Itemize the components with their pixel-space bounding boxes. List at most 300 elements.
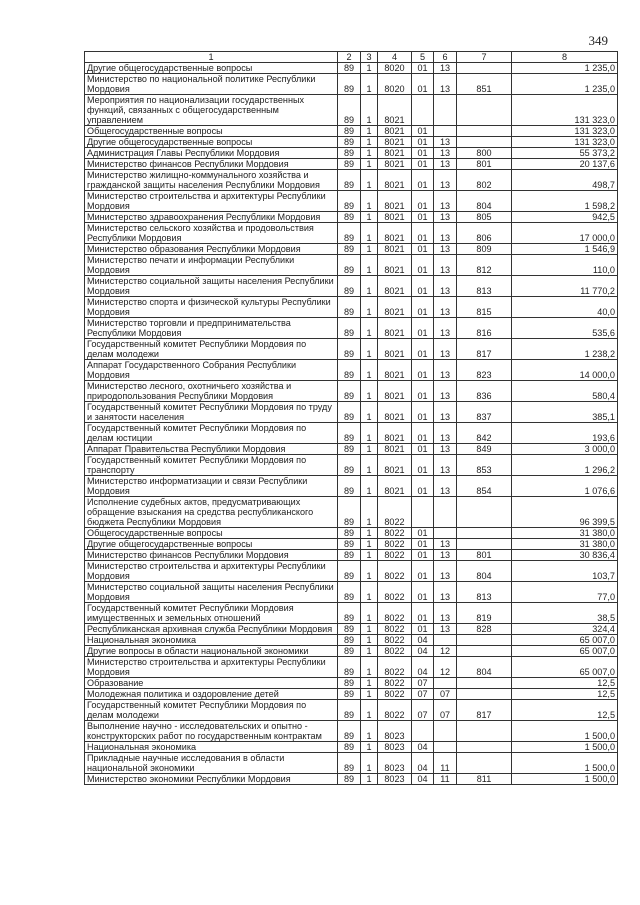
row-name: Общегосударственные вопросы	[85, 126, 338, 137]
row-code-3: 1	[361, 95, 378, 126]
row-code-2: 89	[338, 497, 361, 528]
table-row	[85, 95, 618, 126]
row-code-3: 1	[361, 63, 378, 74]
row-ministry-code	[457, 742, 512, 753]
row-code-4: 8021	[378, 148, 412, 159]
row-section: 01	[412, 137, 434, 148]
row-ministry-code	[457, 63, 512, 74]
row-ministry-code: 801	[457, 550, 512, 561]
table-row	[85, 402, 618, 423]
row-amount: 110,0	[512, 255, 618, 276]
row-ministry-code: 815	[457, 297, 512, 318]
row-name: Исполнение судебных актов, предусматривающих обращение взыскания на средства республиканского бюджета Республики Мордовия	[85, 497, 338, 528]
table-row	[85, 624, 618, 635]
row-code-2: 89	[338, 318, 361, 339]
row-code-2: 89	[338, 455, 361, 476]
row-name: Другие вопросы в области национальной экономики	[85, 646, 338, 657]
row-code-3: 1	[361, 223, 378, 244]
row-code-3: 1	[361, 700, 378, 721]
row-ministry-code	[457, 528, 512, 539]
row-subsection: 13	[434, 582, 457, 603]
row-code-4: 8021	[378, 95, 412, 126]
row-amount: 1 546,9	[512, 244, 618, 255]
row-code-3: 1	[361, 582, 378, 603]
row-code-3: 1	[361, 74, 378, 95]
row-section: 07	[412, 700, 434, 721]
row-subsection: 13	[434, 170, 457, 191]
row-code-4: 8022	[378, 646, 412, 657]
row-code-2: 89	[338, 582, 361, 603]
row-ministry-code: 804	[457, 561, 512, 582]
row-section: 01	[412, 444, 434, 455]
row-code-2: 89	[338, 63, 361, 74]
table-row	[85, 689, 618, 700]
row-subsection: 07	[434, 689, 457, 700]
row-amount: 65 007,0	[512, 635, 618, 646]
row-amount: 103,7	[512, 561, 618, 582]
row-code-2: 89	[338, 402, 361, 423]
row-code-2: 89	[338, 423, 361, 444]
table-row	[85, 126, 618, 137]
row-code-4: 8023	[378, 721, 412, 742]
row-code-2: 89	[338, 339, 361, 360]
table-row	[85, 657, 618, 678]
row-ministry-code	[457, 646, 512, 657]
row-code-3: 1	[361, 753, 378, 774]
row-section: 01	[412, 297, 434, 318]
row-code-2: 89	[338, 191, 361, 212]
row-section: 01	[412, 402, 434, 423]
row-ministry-code: 823	[457, 360, 512, 381]
row-subsection: 13	[434, 550, 457, 561]
row-section: 01	[412, 159, 434, 170]
row-section: 04	[412, 635, 434, 646]
row-code-2: 89	[338, 657, 361, 678]
row-section: 01	[412, 244, 434, 255]
row-section	[412, 721, 434, 742]
row-code-2: 89	[338, 212, 361, 223]
table-row	[85, 212, 618, 223]
row-subsection: 13	[434, 297, 457, 318]
row-name: Министерство информатизации и связи Республики Мордовия	[85, 476, 338, 497]
row-subsection: 07	[434, 700, 457, 721]
row-subsection: 13	[434, 476, 457, 497]
row-ministry-code: 813	[457, 582, 512, 603]
row-code-3: 1	[361, 624, 378, 635]
row-subsection	[434, 126, 457, 137]
row-subsection: 13	[434, 402, 457, 423]
table-row	[85, 678, 618, 689]
row-section	[412, 497, 434, 528]
row-section: 01	[412, 539, 434, 550]
row-ministry-code	[457, 635, 512, 646]
row-name: Мероприятия по национализации государственных функций, связанных с общегосударственным управлением	[85, 95, 338, 126]
row-section: 01	[412, 339, 434, 360]
row-code-3: 1	[361, 742, 378, 753]
row-code-3: 1	[361, 497, 378, 528]
row-amount: 12,5	[512, 700, 618, 721]
row-name: Министерство торговли и предпринимательства Республики Мордовия	[85, 318, 338, 339]
table-row	[85, 63, 618, 74]
table-row	[85, 497, 618, 528]
row-name: Государственный комитет Республики Мордовия по транспорту	[85, 455, 338, 476]
row-amount: 65 007,0	[512, 646, 618, 657]
row-code-2: 89	[338, 444, 361, 455]
row-code-2: 89	[338, 126, 361, 137]
row-code-3: 1	[361, 774, 378, 785]
row-ministry-code: 804	[457, 191, 512, 212]
row-amount: 1 500,0	[512, 721, 618, 742]
row-code-4: 8022	[378, 528, 412, 539]
row-code-2: 89	[338, 137, 361, 148]
row-amount: 131 323,0	[512, 137, 618, 148]
row-code-2: 89	[338, 624, 361, 635]
row-section: 01	[412, 170, 434, 191]
row-name: Министерство финансов Республики Мордовия	[85, 550, 338, 561]
row-amount: 1 296,2	[512, 455, 618, 476]
row-section: 01	[412, 624, 434, 635]
row-section: 01	[412, 148, 434, 159]
row-ministry-code: 837	[457, 402, 512, 423]
table-row	[85, 774, 618, 785]
row-amount: 38,5	[512, 603, 618, 624]
column-header: 4	[378, 52, 412, 63]
row-section: 01	[412, 74, 434, 95]
row-code-2: 89	[338, 635, 361, 646]
row-subsection	[434, 721, 457, 742]
table-row	[85, 742, 618, 753]
row-ministry-code: 811	[457, 774, 512, 785]
row-name: Министерство строительства и архитектуры Республики Мордовия	[85, 657, 338, 678]
row-code-3: 1	[361, 455, 378, 476]
column-header: 7	[457, 52, 512, 63]
row-amount: 324,4	[512, 624, 618, 635]
row-code-3: 1	[361, 635, 378, 646]
row-code-3: 1	[361, 381, 378, 402]
row-amount: 1 238,2	[512, 339, 618, 360]
row-section: 01	[412, 528, 434, 539]
table-row	[85, 74, 618, 95]
row-code-3: 1	[361, 255, 378, 276]
row-subsection: 13	[434, 539, 457, 550]
row-code-2: 89	[338, 148, 361, 159]
row-code-2: 89	[338, 550, 361, 561]
row-amount: 193,6	[512, 423, 618, 444]
row-ministry-code: 854	[457, 476, 512, 497]
row-name: Министерство спорта и физической культуры Республики Мордовия	[85, 297, 338, 318]
row-code-3: 1	[361, 444, 378, 455]
row-code-3: 1	[361, 402, 378, 423]
table-row	[85, 423, 618, 444]
row-code-4: 8022	[378, 700, 412, 721]
row-subsection: 13	[434, 444, 457, 455]
row-subsection: 13	[434, 381, 457, 402]
row-ministry-code	[457, 678, 512, 689]
row-section: 01	[412, 223, 434, 244]
row-name: Министерство печати и информации Республики Мордовия	[85, 255, 338, 276]
row-code-4: 8021	[378, 212, 412, 223]
column-header: 5	[412, 52, 434, 63]
row-code-3: 1	[361, 561, 378, 582]
row-code-3: 1	[361, 539, 378, 550]
row-code-3: 1	[361, 244, 378, 255]
row-code-4: 8021	[378, 170, 412, 191]
row-code-4: 8021	[378, 360, 412, 381]
row-name: Министерство лесного, охотничьего хозяйства и природопользования Республики Мордовия	[85, 381, 338, 402]
row-subsection: 13	[434, 561, 457, 582]
row-ministry-code: 813	[457, 276, 512, 297]
row-name: Общегосударственные вопросы	[85, 528, 338, 539]
row-subsection: 13	[434, 455, 457, 476]
row-code-3: 1	[361, 170, 378, 191]
row-amount: 31 380,0	[512, 539, 618, 550]
row-name: Республиканская архивная служба Республики Мордовия	[85, 624, 338, 635]
row-subsection: 13	[434, 339, 457, 360]
row-section: 01	[412, 455, 434, 476]
row-subsection: 13	[434, 603, 457, 624]
row-code-4: 8021	[378, 402, 412, 423]
row-code-4: 8022	[378, 550, 412, 561]
row-amount: 96 399,5	[512, 497, 618, 528]
row-name: Образование	[85, 678, 338, 689]
row-code-4: 8022	[378, 603, 412, 624]
row-code-2: 89	[338, 539, 361, 550]
row-section: 01	[412, 561, 434, 582]
row-ministry-code	[457, 497, 512, 528]
table-row	[85, 528, 618, 539]
row-subsection	[434, 497, 457, 528]
column-header: 3	[361, 52, 378, 63]
row-code-4: 8022	[378, 689, 412, 700]
row-code-3: 1	[361, 423, 378, 444]
row-code-4: 8023	[378, 742, 412, 753]
row-amount: 12,5	[512, 678, 618, 689]
row-section: 01	[412, 276, 434, 297]
row-name: Аппарат Государственного Собрания Республики Мордовия	[85, 360, 338, 381]
row-ministry-code: 819	[457, 603, 512, 624]
row-name: Министерство здравоохранения Республики Мордовия	[85, 212, 338, 223]
row-section: 01	[412, 476, 434, 497]
row-code-2: 89	[338, 721, 361, 742]
row-section: 01	[412, 381, 434, 402]
row-code-2: 89	[338, 360, 361, 381]
row-subsection: 13	[434, 318, 457, 339]
row-code-3: 1	[361, 528, 378, 539]
row-code-3: 1	[361, 318, 378, 339]
row-section: 04	[412, 742, 434, 753]
row-code-2: 89	[338, 255, 361, 276]
row-code-3: 1	[361, 689, 378, 700]
row-subsection: 11	[434, 774, 457, 785]
row-subsection: 13	[434, 137, 457, 148]
row-amount: 30 836,4	[512, 550, 618, 561]
row-code-4: 8021	[378, 297, 412, 318]
row-amount: 580,4	[512, 381, 618, 402]
row-ministry-code: 816	[457, 318, 512, 339]
row-amount: 14 000,0	[512, 360, 618, 381]
row-amount: 11 770,2	[512, 276, 618, 297]
row-code-4: 8021	[378, 455, 412, 476]
table-row	[85, 276, 618, 297]
row-code-2: 89	[338, 170, 361, 191]
table-row	[85, 550, 618, 561]
row-section: 04	[412, 774, 434, 785]
row-name: Национальная экономика	[85, 742, 338, 753]
row-code-4: 8021	[378, 223, 412, 244]
column-header: 2	[338, 52, 361, 63]
row-subsection	[434, 528, 457, 539]
row-section: 07	[412, 689, 434, 700]
row-subsection: 13	[434, 360, 457, 381]
row-name: Министерство образования Республики Мордовия	[85, 244, 338, 255]
row-code-2: 89	[338, 528, 361, 539]
row-amount: 77,0	[512, 582, 618, 603]
row-ministry-code	[457, 95, 512, 126]
row-code-3: 1	[361, 297, 378, 318]
budget-table	[84, 51, 618, 785]
page-number: 349	[588, 33, 608, 48]
row-name: Другие общегосударственные вопросы	[85, 137, 338, 148]
row-code-2: 89	[338, 74, 361, 95]
row-code-4: 8022	[378, 678, 412, 689]
row-code-3: 1	[361, 137, 378, 148]
table-row	[85, 635, 618, 646]
row-amount: 1 076,6	[512, 476, 618, 497]
table-row	[85, 318, 618, 339]
row-ministry-code	[457, 753, 512, 774]
row-section: 01	[412, 255, 434, 276]
row-section: 01	[412, 582, 434, 603]
table-row	[85, 255, 618, 276]
row-amount: 1 235,0	[512, 74, 618, 95]
row-subsection	[434, 635, 457, 646]
row-section: 01	[412, 603, 434, 624]
row-name: Другие общегосударственные вопросы	[85, 539, 338, 550]
row-amount: 385,1	[512, 402, 618, 423]
row-section: 01	[412, 63, 434, 74]
row-subsection: 13	[434, 148, 457, 159]
row-code-4: 8020	[378, 74, 412, 95]
row-code-4: 8022	[378, 539, 412, 550]
row-amount: 1 500,0	[512, 753, 618, 774]
row-subsection	[434, 742, 457, 753]
row-name: Министерство строительства и архитектуры Республики Мордовия	[85, 561, 338, 582]
row-subsection: 13	[434, 244, 457, 255]
row-code-3: 1	[361, 550, 378, 561]
row-ministry-code: 828	[457, 624, 512, 635]
row-name: Молодежная политика и оздоровление детей	[85, 689, 338, 700]
row-name: Аппарат Правительства Республики Мордовия	[85, 444, 338, 455]
row-subsection: 12	[434, 646, 457, 657]
row-name: Прикладные научные исследования в области национальной экономики	[85, 753, 338, 774]
row-ministry-code: 802	[457, 170, 512, 191]
row-code-2: 89	[338, 678, 361, 689]
row-subsection: 13	[434, 159, 457, 170]
row-name: Национальная экономика	[85, 635, 338, 646]
row-name: Государственный комитет Республики Мордовия по делам молодежи	[85, 700, 338, 721]
row-name: Выполнение научно - исследовательских и опытно - конструкторских работ по государственным контрактам	[85, 721, 338, 742]
table-row	[85, 603, 618, 624]
row-name: Администрация Главы Республики Мордовия	[85, 148, 338, 159]
row-code-3: 1	[361, 646, 378, 657]
row-code-2: 89	[338, 223, 361, 244]
row-code-2: 89	[338, 603, 361, 624]
row-code-2: 89	[338, 381, 361, 402]
row-amount: 131 323,0	[512, 126, 618, 137]
row-code-4: 8023	[378, 753, 412, 774]
row-code-3: 1	[361, 657, 378, 678]
row-name: Государственный комитет Республики Мордовия по делам молодежи	[85, 339, 338, 360]
row-code-2: 89	[338, 297, 361, 318]
row-name: Министерство строительства и архитектуры Республики Мордовия	[85, 191, 338, 212]
table-row	[85, 561, 618, 582]
row-name: Министерство социальной защиты населения Республики Мордовия	[85, 582, 338, 603]
row-code-2: 89	[338, 276, 361, 297]
row-code-2: 89	[338, 159, 361, 170]
row-ministry-code: 836	[457, 381, 512, 402]
row-section: 04	[412, 646, 434, 657]
table-row	[85, 721, 618, 742]
row-subsection: 13	[434, 624, 457, 635]
table-row	[85, 159, 618, 170]
row-code-4: 8020	[378, 63, 412, 74]
row-code-4: 8021	[378, 444, 412, 455]
row-subsection: 13	[434, 423, 457, 444]
row-amount: 498,7	[512, 170, 618, 191]
row-code-3: 1	[361, 126, 378, 137]
table-row	[85, 223, 618, 244]
row-code-4: 8021	[378, 137, 412, 148]
row-amount: 1 500,0	[512, 742, 618, 753]
row-code-4: 8022	[378, 497, 412, 528]
row-amount: 31 380,0	[512, 528, 618, 539]
row-code-4: 8021	[378, 244, 412, 255]
table-row	[85, 646, 618, 657]
row-code-2: 89	[338, 753, 361, 774]
row-ministry-code: 849	[457, 444, 512, 455]
row-name: Министерство социальной защиты населения Республики Мордовия	[85, 276, 338, 297]
row-ministry-code	[457, 137, 512, 148]
row-name: Государственный комитет Республики Мордовия по труду и занятости населения	[85, 402, 338, 423]
row-code-4: 8021	[378, 159, 412, 170]
row-code-2: 89	[338, 561, 361, 582]
row-amount: 3 000,0	[512, 444, 618, 455]
row-section: 01	[412, 360, 434, 381]
row-amount: 942,5	[512, 212, 618, 223]
row-code-3: 1	[361, 678, 378, 689]
table-row	[85, 170, 618, 191]
column-header: 6	[434, 52, 457, 63]
row-section: 07	[412, 678, 434, 689]
row-name: Министерство сельского хозяйства и продовольствия Республики Мордовия	[85, 223, 338, 244]
table-row	[85, 753, 618, 774]
row-code-4: 8021	[378, 476, 412, 497]
row-amount: 12,5	[512, 689, 618, 700]
row-code-2: 89	[338, 646, 361, 657]
table-row	[85, 244, 618, 255]
row-code-4: 8021	[378, 191, 412, 212]
row-subsection: 13	[434, 74, 457, 95]
row-ministry-code: 806	[457, 223, 512, 244]
row-subsection: 13	[434, 255, 457, 276]
table-row	[85, 297, 618, 318]
row-code-4: 8021	[378, 423, 412, 444]
row-code-3: 1	[361, 360, 378, 381]
row-ministry-code	[457, 539, 512, 550]
row-ministry-code: 817	[457, 339, 512, 360]
row-name: Государственный комитет Республики Мордовия по делам юстиции	[85, 423, 338, 444]
table-row	[85, 148, 618, 159]
